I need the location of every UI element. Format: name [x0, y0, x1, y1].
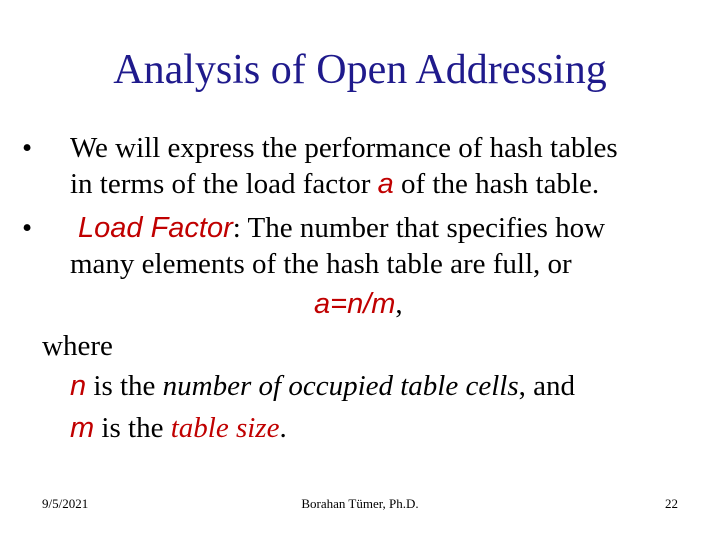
m-text-mid: is the [94, 412, 171, 444]
n-description: number of occupied table cells [162, 370, 519, 402]
load-factor-term: Load Factor [78, 212, 233, 244]
footer-date: 9/5/2021 [42, 496, 89, 511]
n-definition-line [70, 368, 575, 404]
bullet2-text-rest: : The number that specifies how [232, 212, 606, 244]
n-text-end: , and [518, 370, 576, 402]
bullet2-line1 [78, 210, 605, 246]
m-description: table size [170, 412, 280, 444]
bullet1-line1: We will express the performance of hash tables [70, 132, 618, 164]
m-variable: m [70, 412, 95, 444]
m-text-end: . [279, 412, 287, 444]
load-factor-symbol: a [377, 168, 394, 200]
n-variable: n [70, 370, 87, 402]
formula-suffix: , [395, 288, 403, 320]
m-definition-line [70, 410, 287, 446]
formula-line [314, 286, 403, 322]
bullet-marker: • [22, 212, 33, 244]
footer-page-number: 22 [665, 496, 678, 511]
load-factor-formula: a=n/m [314, 288, 396, 320]
footer-author: Borahan Tümer, Ph.D. [301, 496, 419, 511]
bullet1-text-a: in terms of the load factor [70, 168, 378, 200]
bullet2-line2: many elements of the hash table are full, or [70, 248, 572, 280]
bullet-marker: • [22, 132, 33, 164]
n-text-mid: is the [86, 370, 163, 402]
bullet1-text-b: of the hash table. [393, 168, 600, 200]
slide-title: Analysis of Open Addressing [113, 47, 607, 93]
bullet1-line2 [70, 166, 599, 202]
where-text: where [42, 330, 113, 362]
